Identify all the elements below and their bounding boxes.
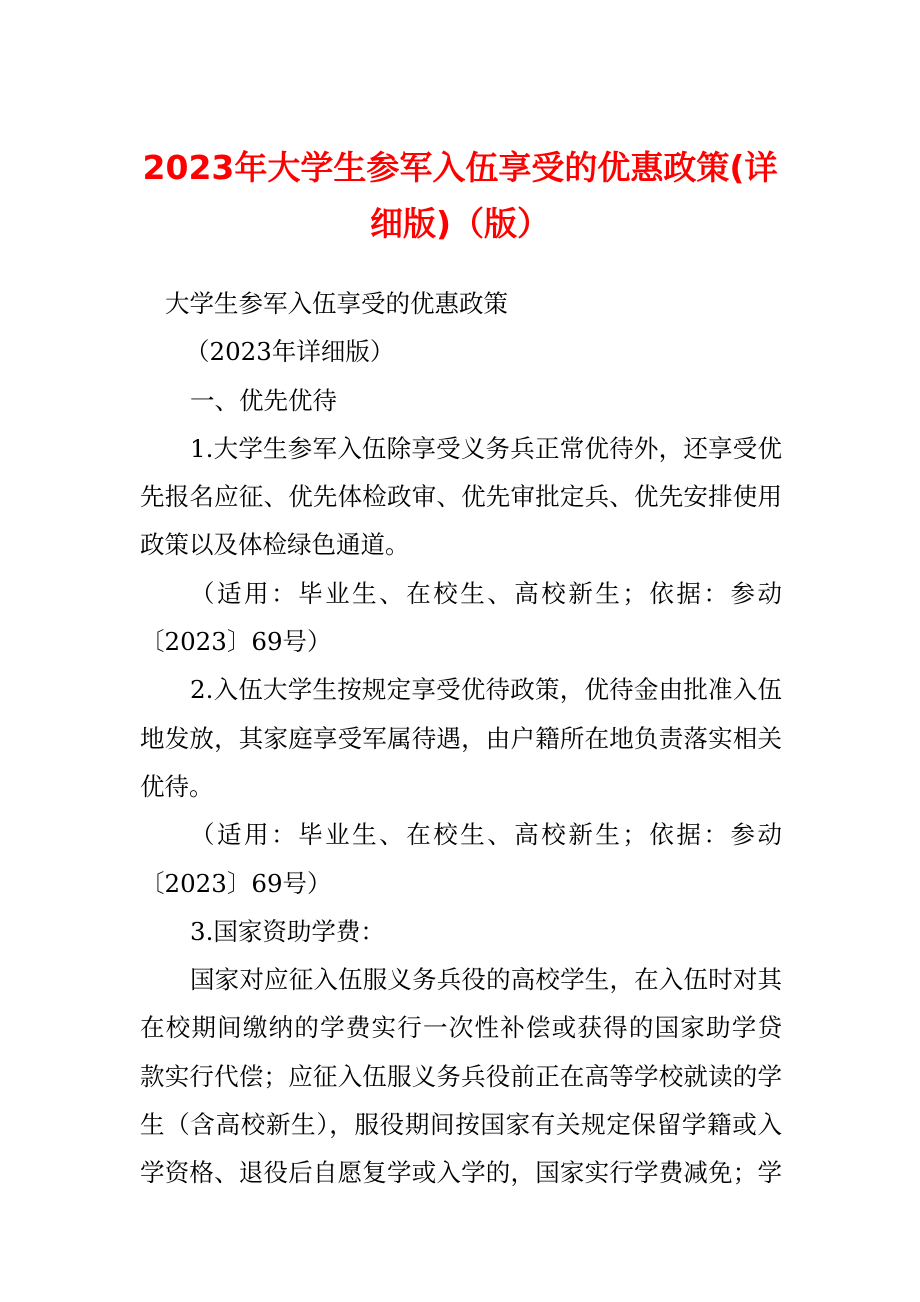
text-line: 〔2023〕69号） bbox=[140, 627, 332, 657]
text-line: （适用：毕业生、在校生、高校新生；依据：参动 bbox=[190, 820, 782, 850]
text-line: 款实行代偿；应征入伍服义务兵役前正在高等学校就读的学 bbox=[140, 1061, 782, 1091]
text-line: （2023年详细版） bbox=[185, 337, 395, 367]
text-line: 1.大学生参军入伍除享受义务兵正常优待外，还享受优 bbox=[190, 433, 782, 463]
text-line: 在校期间缴纳的学费实行一次性补偿或获得的国家助学贷 bbox=[140, 1013, 782, 1043]
text-line: 大学生参军入伍享受的优惠政策 bbox=[165, 289, 508, 318]
document-body bbox=[140, 280, 782, 1198]
text-line: 先报名应征、优先体检政审、优先审批定兵、优先安排使用 bbox=[140, 482, 782, 512]
text-line: 一、优先优待 bbox=[190, 385, 337, 415]
text-line: 国家对应征入伍服义务兵役的高校学生，在入伍时对其 bbox=[190, 965, 782, 995]
text-line: （适用：毕业生、在校生、高校新生；依据：参动 bbox=[190, 578, 782, 608]
text-line: 〔2023〕69号） bbox=[140, 868, 332, 898]
document-title-line-2: 细版)（版） bbox=[369, 204, 551, 243]
text-line: 生（含高校新生），服役期间按国家有关规定保留学籍或入 bbox=[140, 1110, 782, 1140]
text-line: 2.入伍大学生按规定享受优待政策，优待金由批准入伍 bbox=[190, 675, 782, 705]
text-line: 学资格、退役后自愿复学或入学的，国家实行学费减免；学 bbox=[140, 1158, 782, 1188]
text-line: 3.国家资助学费： bbox=[190, 916, 385, 946]
text-line: 政策以及体检绿色通道。 bbox=[140, 530, 410, 560]
text-line: 优待。 bbox=[140, 771, 214, 801]
text-line: 地发放，其家庭享受军属待遇，由户籍所在地负责落实相关 bbox=[140, 723, 782, 753]
document-title-line-1: 2023年大学生参军入伍享受的优惠政策(详 bbox=[142, 148, 778, 187]
